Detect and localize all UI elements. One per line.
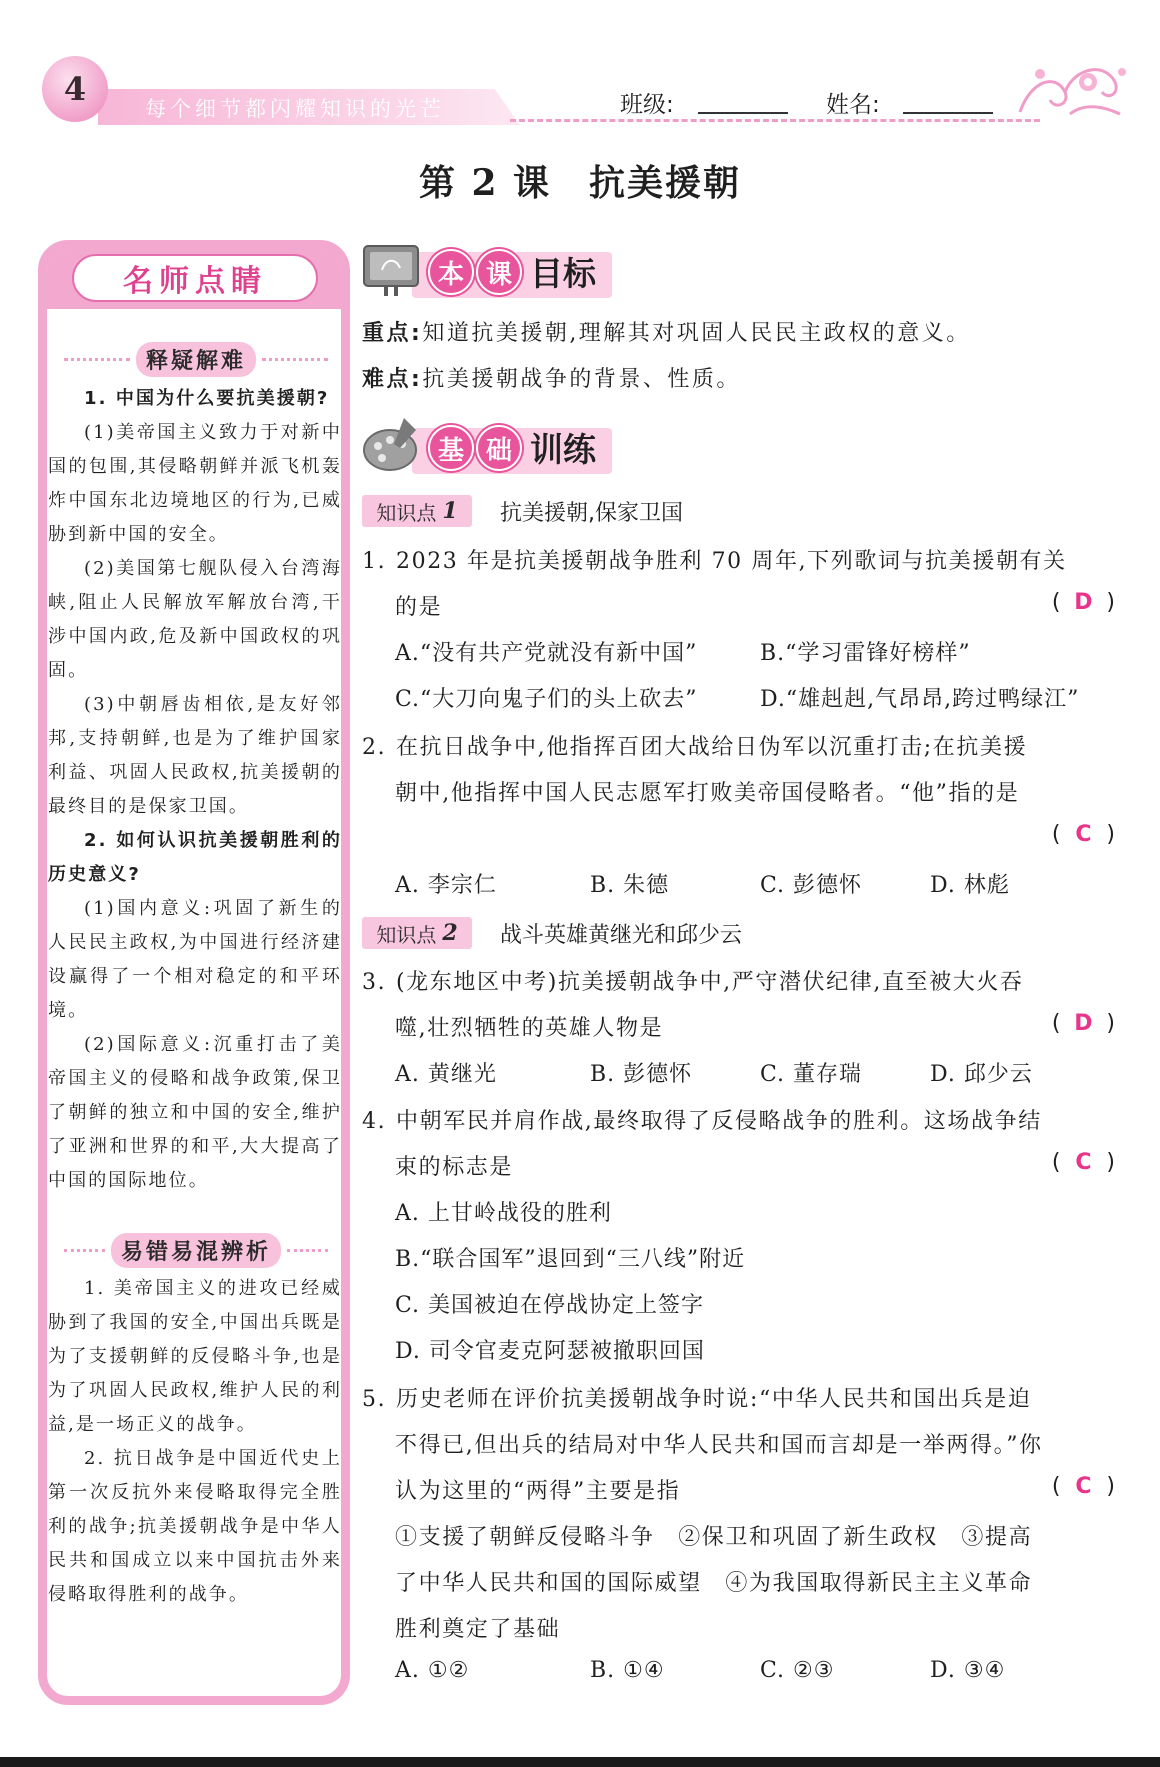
- paren-close: ): [1106, 822, 1115, 847]
- paren-open: (: [1051, 590, 1061, 615]
- difficult-label: 难点:: [362, 367, 423, 392]
- option: C.“大刀向鬼子们的头上砍去”: [395, 687, 698, 712]
- key-text: 知道抗美援朝,理解其对巩固人民民主政权的意义。: [422, 321, 971, 346]
- option: D. 邱少云: [930, 1062, 1033, 1087]
- dotted-rule: [64, 1249, 105, 1252]
- option: B.“学习雷锋好榜样”: [760, 641, 971, 666]
- question-line: [362, 1104, 1042, 1135]
- option: A. 李宗仁: [395, 873, 497, 898]
- sidebar-paragraph: (1)美帝国主义致力于对新中国的包围,其侵略朝鲜并派飞机轰炸中国东北边境地区的行为,已威胁到新中国的安全。: [48, 422, 342, 545]
- paren-open: (: [1051, 822, 1061, 847]
- key-label: 重点:: [362, 321, 423, 346]
- difficult-text: 抗美援朝战争的背景、性质。: [422, 367, 741, 392]
- sidebar-paragraph: (1)国内意义:巩固了新生的人民民主政权,为中国进行经济建设赢得了一个相对稳定的和平环境。: [48, 898, 342, 1021]
- option: C. 美国被迫在停战协定上签字: [395, 1293, 705, 1318]
- question-text: (龙东地区中考)抗美援朝战争中,严守潜伏纪律,直至被大火吞: [396, 970, 1024, 995]
- palette-icon: [360, 414, 422, 476]
- question-text: 中朝军民并肩作战,最终取得了反侵略战争的胜利。这场战争结: [396, 1109, 1042, 1134]
- kp-badge-num: 1: [442, 498, 458, 524]
- answer-value: D: [1074, 590, 1093, 615]
- paren-close: ): [1106, 1150, 1115, 1175]
- training-char-1: 基: [428, 425, 474, 471]
- option: A.“没有共产党就没有新中国”: [395, 641, 698, 666]
- sidebar-section2-heading: [58, 1234, 334, 1266]
- option: A. 黄继光: [395, 1062, 497, 1087]
- question-text: 2023 年是抗美援朝战争胜利 70 周年,下列歌词与抗美援朝有关: [396, 549, 1067, 574]
- option: B. 朱德: [590, 873, 670, 898]
- knowledge-point-title: 抗美援朝,保家卫国: [500, 501, 683, 526]
- question-number: 2.: [362, 735, 387, 760]
- paren-close: ): [1106, 590, 1115, 615]
- kp-badge-label: 知识点: [376, 500, 437, 525]
- question-line: 认为这里的“两得”主要是指: [395, 1479, 681, 1504]
- question-text: 历史老师在评价抗美援朝战争时说:“中华人民共和国出兵是迫: [396, 1387, 1032, 1412]
- knowledge-point-title: 战斗英雄黄继光和邱少云: [500, 923, 743, 948]
- sidebar-title: 名师点睛: [72, 254, 318, 302]
- sidebar-question: 2. 如何认识抗美援朝胜利的历史意义?: [48, 830, 342, 885]
- training-banner-word: 训练: [530, 430, 596, 469]
- statement-line: 胜利奠定了基础: [395, 1617, 561, 1642]
- statement-line: 了中华人民共和国的国际威望 ④为我国取得新民主主义革命: [395, 1571, 1033, 1596]
- question-line: 的是: [395, 595, 443, 620]
- question-line: [362, 1382, 1031, 1413]
- class-blank: [698, 112, 788, 114]
- option: D. ③④: [930, 1658, 1006, 1683]
- answer-value: C: [1075, 1474, 1092, 1499]
- slogan: 每个细节都闪耀知识的光芒: [145, 97, 445, 121]
- statement-line: ①支援了朝鲜反侵略斗争 ②保卫和巩固了新生政权 ③提高: [395, 1525, 1033, 1550]
- question-line: [362, 965, 1024, 996]
- dotted-rule: [64, 358, 130, 361]
- kp-badge-label: 知识点: [376, 922, 437, 947]
- question-line: 噬,壮烈牺牲的英雄人物是: [395, 1016, 664, 1041]
- sidebar-question: 1. 中国为什么要抗美援朝?: [84, 388, 330, 409]
- knowledge-point-badge: [362, 495, 472, 527]
- option: B.“联合国军”退回到“三八线”附近: [395, 1247, 746, 1272]
- question-line: [362, 730, 1027, 761]
- answer-box: [1052, 590, 1115, 615]
- name-label: 姓名:: [826, 92, 880, 118]
- section2-title: 易错易混辨析: [111, 1233, 281, 1268]
- difficult-point-line: [362, 362, 741, 393]
- paren-open: (: [1051, 1011, 1061, 1036]
- goals-char-2: 课: [476, 249, 522, 295]
- kp-badge-num: 2: [442, 920, 458, 946]
- sidebar-paragraph: (2)美国第七舰队侵入台湾海峡,阻止人民解放军解放台湾,干涉中国内政,危及新中国政权的巩固。: [48, 558, 342, 681]
- sidebar-paragraph: (3)中朝唇齿相依,是友好邻邦,支持朝鲜,也是为了维护国家利益、巩固人民政权,抗美援朝的最终目的是保家卫国。: [48, 694, 342, 817]
- question-number: 4.: [362, 1109, 387, 1134]
- answer-box: [1052, 1011, 1115, 1036]
- goals-char-1: 本: [428, 249, 474, 295]
- sidebar-section1-text: [48, 382, 342, 1198]
- paren-close: ): [1106, 1011, 1115, 1036]
- sidebar-paragraph: 1. 美帝国主义的进攻已经威胁到了我国的安全,中国出兵既是为了支援朝鲜的反侵略斗争,也是为了巩固人民政权,维护人民的利益,是一场正义的战争。: [48, 1278, 342, 1435]
- answer-box: [1052, 822, 1115, 847]
- question-line: [362, 544, 1067, 575]
- sidebar-paragraph: 2. 抗日战争是中国近代史上第一次反抗外来侵略取得完全胜利的战争;抗美援朝战争是中华人民共和国成立以来中国抗击外来侵略取得胜利的战争。: [48, 1448, 342, 1605]
- question-number: 3.: [362, 970, 387, 995]
- goals-banner-word: 目标: [530, 254, 596, 293]
- blackboard-icon: [362, 244, 420, 296]
- question-line: 不得已,但出兵的结局对中华人民共和国而言却是一举两得。”你: [395, 1433, 1043, 1458]
- training-char-2: 础: [476, 425, 522, 471]
- paren-close: ): [1106, 1474, 1115, 1499]
- knowledge-point-badge: [362, 917, 472, 949]
- option: B. ①④: [590, 1658, 665, 1683]
- answer-value: D: [1074, 1011, 1093, 1036]
- paren-open: (: [1051, 1150, 1061, 1175]
- paren-open: (: [1051, 1474, 1061, 1499]
- option: B. 彭德怀: [590, 1062, 693, 1087]
- option: C. 董存瑞: [760, 1062, 863, 1087]
- option: C. 彭德怀: [760, 873, 863, 898]
- class-label: 班级:: [620, 92, 674, 118]
- option: A. ①②: [395, 1658, 470, 1683]
- header-dashed-line: [510, 119, 1040, 122]
- flower-ornament-icon: [1010, 52, 1130, 124]
- question-line: 束的标志是: [395, 1155, 514, 1180]
- question-line: 朝中,他指挥中国人民志愿军打败美帝国侵略者。“他”指的是: [395, 781, 1020, 806]
- option: A. 上甘岭战役的胜利: [395, 1201, 612, 1226]
- dotted-rule: [287, 1249, 328, 1252]
- dotted-rule: [262, 358, 328, 361]
- option: D. 司令官麦克阿瑟被撤职回国: [395, 1339, 705, 1364]
- lesson-title: 第 2 课 抗美援朝: [418, 162, 742, 204]
- sidebar-section2-text: [48, 1272, 342, 1612]
- key-point-line: [362, 316, 971, 347]
- option: D. 林彪: [930, 873, 1010, 898]
- answer-value: C: [1075, 822, 1092, 847]
- question-text: 在抗日战争中,他指挥百团大战给日伪军以沉重打击;在抗美援: [396, 735, 1028, 760]
- question-number: 5.: [362, 1387, 387, 1412]
- name-blank: [903, 112, 993, 114]
- bottom-bar: [0, 1757, 1160, 1767]
- option: D.“雄赳赳,气昂昂,跨过鸭绿江”: [760, 687, 1080, 712]
- sidebar-paragraph: (2)国际意义:沉重打击了美帝国主义的侵略和战争政策,保卫了朝鲜的独立和中国的安全,维护了亚洲和世界的和平,大大提高了中国的国际地位。: [48, 1034, 342, 1191]
- answer-box: [1052, 1150, 1115, 1175]
- section1-title: 释疑解难: [136, 342, 256, 377]
- question-number: 1.: [362, 549, 387, 574]
- page-number: 4: [42, 56, 108, 122]
- answer-box: [1052, 1474, 1115, 1499]
- answer-value: C: [1075, 1150, 1092, 1175]
- sidebar-section1-heading: [58, 343, 334, 375]
- option: C. ②③: [760, 1658, 835, 1683]
